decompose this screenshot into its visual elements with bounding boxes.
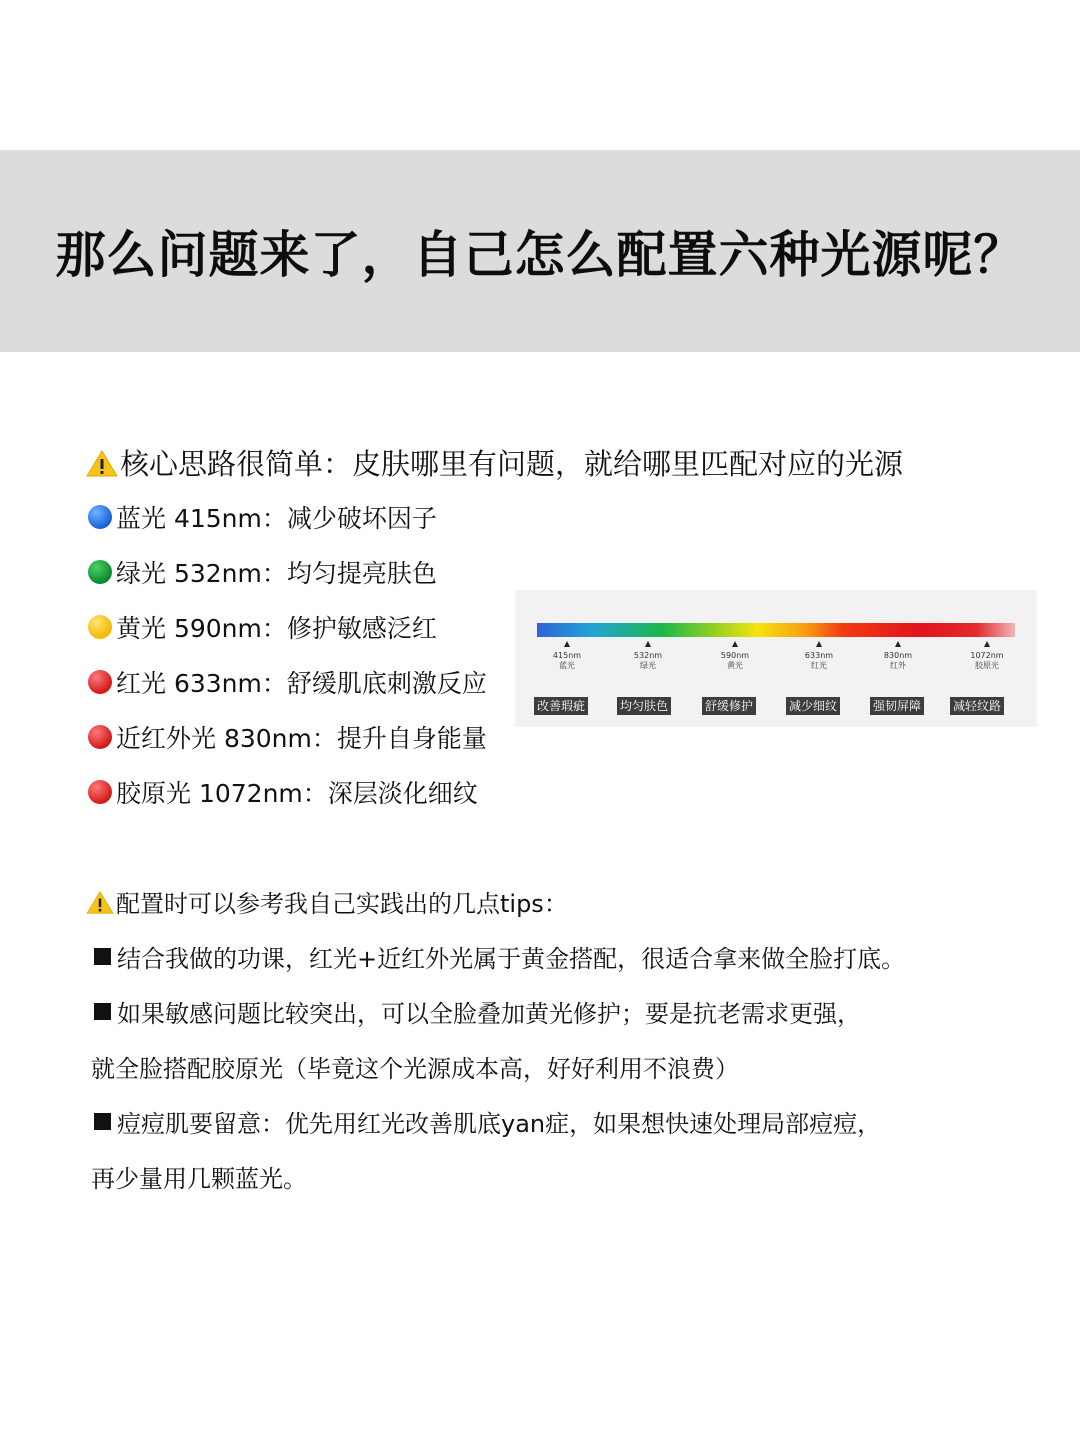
square-bullet-icon — [94, 1113, 111, 1130]
marker-wavelength: 532nm — [633, 651, 663, 660]
effect-tag: 减少细纹 — [786, 697, 840, 715]
warning-icon — [86, 890, 114, 914]
marker-name: 绿光 — [640, 661, 656, 670]
red-circle-icon — [88, 780, 112, 804]
triangle-up-icon — [816, 641, 822, 647]
effect-tag: 均匀肤色 — [617, 697, 671, 715]
light-item-collagen — [86, 774, 478, 810]
tips-heading: 配置时可以参考我自己实践出的几点tips： — [116, 890, 568, 918]
light-item-green — [86, 554, 437, 590]
light-item-label: 红光 633nm：舒缓肌底刺激反应 — [116, 669, 487, 698]
marker-wavelength: 1072nm — [970, 651, 1004, 660]
effect-tag: 舒缓修护 — [702, 697, 756, 715]
tip-text: 结合我做的功课，红光+近红外光属于黄金搭配，很适合拿来做全脸打底。 — [117, 945, 906, 973]
effect-tag: 改善瑕疵 — [534, 697, 588, 715]
triangle-up-icon — [895, 641, 901, 647]
spectrum-marker — [952, 641, 1022, 671]
warning-icon — [86, 449, 118, 477]
marker-wavelength: 415nm — [552, 651, 582, 660]
square-bullet-icon — [94, 948, 111, 965]
light-item-yellow — [86, 609, 437, 645]
yellow-circle-icon — [88, 615, 112, 639]
light-item-label: 黄光 590nm：修护敏感泛红 — [116, 614, 437, 643]
spectrum-diagram — [515, 590, 1037, 727]
tip-text: 痘痘肌要留意：优先用红光改善肌底yan症，如果想快速处理局部痘痘， — [117, 1110, 882, 1138]
spectrum-gradient-bar — [537, 623, 1015, 637]
red-circle-icon — [88, 725, 112, 749]
green-circle-icon — [88, 560, 112, 584]
spectrum-marker — [863, 641, 933, 671]
tip-item — [86, 939, 905, 974]
tip-continuation — [91, 1159, 307, 1194]
marker-wavelength: 633nm — [804, 651, 834, 660]
light-item-label: 绿光 532nm：均匀提亮肤色 — [116, 559, 437, 588]
spectrum-marker — [784, 641, 854, 671]
light-item-label: 蓝光 415nm：减少破坏因子 — [116, 504, 437, 533]
light-item-blue — [86, 499, 437, 535]
light-item-near-infrared — [86, 719, 487, 755]
tip-item — [86, 1104, 881, 1139]
effect-tag: 减轻纹路 — [950, 697, 1004, 715]
spectrum-marker — [613, 641, 683, 671]
triangle-up-icon — [564, 641, 570, 647]
spectrum-marker — [700, 641, 770, 671]
triangle-up-icon — [984, 641, 990, 647]
core-heading: 核心思路很简单：皮肤哪里有问题，就给哪里匹配对应的光源 — [120, 447, 904, 481]
tip-text: 就全脸搭配胶原光（毕竟这个光源成本高，好好利用不浪费） — [91, 1055, 739, 1083]
effect-tag: 强韧屏障 — [870, 697, 924, 715]
marker-name: 红光 — [811, 661, 827, 670]
blue-circle-icon — [88, 505, 112, 529]
light-item-label: 胶原光 1072nm：深层淡化细纹 — [116, 779, 478, 808]
triangle-up-icon — [732, 641, 738, 647]
light-item-label: 近红外光 830nm：提升自身能量 — [116, 724, 487, 753]
tip-text: 再少量用几颗蓝光。 — [91, 1165, 307, 1193]
marker-name: 红外 — [890, 661, 906, 670]
tip-continuation — [91, 1049, 739, 1084]
title-band — [0, 150, 1080, 352]
triangle-up-icon — [645, 641, 651, 647]
core-heading-row — [86, 442, 903, 483]
marker-name: 蓝光 — [559, 661, 575, 670]
red-circle-icon — [88, 670, 112, 694]
marker-wavelength: 830nm — [883, 651, 913, 660]
page-title: 那么问题来了，自己怎么配置六种光源呢？ — [55, 226, 1025, 284]
spectrum-marker — [532, 641, 602, 671]
tip-text: 如果敏感问题比较突出，可以全脸叠加黄光修护；要是抗老需求更强， — [117, 1000, 861, 1028]
marker-name: 黄光 — [727, 661, 743, 670]
light-item-red — [86, 664, 487, 700]
tips-heading-row — [86, 884, 568, 919]
marker-name: 胶原光 — [975, 661, 999, 670]
marker-wavelength: 590nm — [720, 651, 750, 660]
square-bullet-icon — [94, 1003, 111, 1020]
tip-item — [86, 994, 861, 1029]
